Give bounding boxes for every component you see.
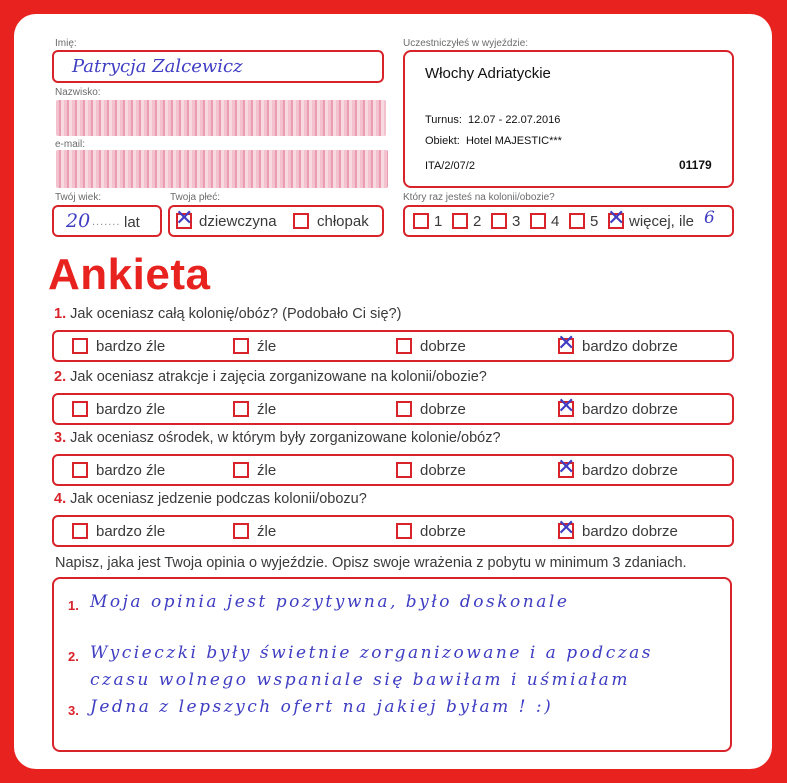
opinion-line-text: czasu wolnego wspaniale się bawiłam i uśmiałam [90,670,630,690]
x-mark-icon: ✕ [557,394,576,419]
question-number: 1. [54,306,67,322]
opinion-line-number: 3. [68,703,79,718]
times-checkbox-2[interactable] [452,213,468,229]
turnus-label: Turnus: [425,114,462,126]
rating-option-label: źle [257,338,277,355]
times-label: Który raz jesteś na kolonii/obozie? [403,192,555,203]
rating-option-label: dobrze [420,462,466,479]
x-mark-icon: ✕ [557,516,576,541]
rating-checkbox[interactable] [396,462,412,478]
rating-checkbox[interactable] [396,338,412,354]
rating-option-label: bardzo źle [96,523,166,540]
question-1 [54,306,401,322]
survey-title: Ankieta [48,250,211,299]
question-number: 3. [54,430,67,446]
question-text: Jak oceniasz jedzenie podczas kolonii/obozu? [70,491,367,507]
times-option-3: 3 [512,213,521,230]
rating-option-label: bardzo źle [96,462,166,479]
rating-option-label: źle [257,401,277,418]
times-checkbox-5[interactable] [569,213,585,229]
email-label: e-mail: [55,139,86,150]
rating-option-label: dobrze [420,523,466,540]
rating-checkbox[interactable] [72,462,88,478]
trip-title: Włochy Adriatyckie [425,65,551,82]
age-field[interactable] [52,205,162,237]
rating-option-label: bardzo dobrze [582,338,678,355]
opinion-line-number: 1. [68,598,79,613]
rating-option-label: bardzo dobrze [582,462,678,479]
redacted-surname [56,100,386,136]
times-option-5: 5 [590,213,599,230]
times-option-1: 1 [434,213,443,230]
x-mark-icon: ✕ [607,206,626,231]
rating-option-label: bardzo źle [96,401,166,418]
turnus-value: 12.07 - 22.07.2016 [468,114,561,126]
rating-checkbox[interactable] [396,401,412,417]
times-checkbox-3[interactable] [491,213,507,229]
question-3 [54,430,501,446]
name-label: Imię: [55,38,77,49]
opinion-line-text: Jedna z lepszych ofert na jakiej byłam ! :) [90,697,554,717]
times-option-2: 2 [473,213,482,230]
turnus-row [425,114,560,126]
rating-checkbox[interactable] [557,331,576,356]
times-checkbox-4[interactable] [530,213,546,229]
age-label: Twój wiek: [55,192,102,203]
times-checkbox-more[interactable] [607,206,626,231]
times-checkbox-1[interactable] [413,213,429,229]
question-number: 4. [54,491,67,507]
object-row [425,135,562,147]
rating-checkbox[interactable] [72,401,88,417]
rating-checkbox[interactable] [233,523,249,539]
age-dots: ....... [92,216,121,228]
trip-box [403,50,734,188]
question-text: Jak oceniasz ośrodek, w którym były zorganizowane kolonie/obóz? [70,430,501,446]
trip-code: ITA/2/07/2 [425,160,475,172]
rating-checkbox[interactable] [557,516,576,541]
rating-checkbox[interactable] [557,394,576,419]
sex-checkbox-female[interactable] [175,206,194,231]
rating-option-label: bardzo dobrze [582,523,678,540]
surname-label: Nazwisko: [55,87,101,98]
opinion-line-text: Moja opinia jest pozytywna, było doskonale [90,592,570,612]
opinion-prompt: Napisz, jaka jest Twoja opinia o wyjeździe. Opisz swoje wrażenia z pobytu w minimum 3 zdaniach. [55,555,687,571]
rating-option-label: bardzo dobrze [582,401,678,418]
x-mark-icon: ✕ [557,331,576,356]
rating-option-label: źle [257,523,277,540]
times-option-more: więcej, ile [629,213,695,230]
rating-option-label: bardzo źle [96,338,166,355]
x-mark-icon: ✕ [175,206,194,231]
redacted-email [56,150,388,188]
age-unit: lat [124,214,140,231]
question-2 [54,369,487,385]
rating-option-label: dobrze [420,338,466,355]
name-field[interactable] [52,50,384,83]
sex-option-female: dziewczyna [199,213,277,230]
rating-checkbox[interactable] [72,523,88,539]
times-value: 6 [704,208,715,228]
object-value: Hotel MAJESTIC*** [465,135,562,147]
question-number: 2. [54,369,67,385]
sex-option-male: chłopak [317,213,369,230]
age-value: 20 [66,210,91,232]
rating-checkbox[interactable] [396,523,412,539]
x-mark-icon: ✕ [557,455,576,480]
object-label: Obiekt: [425,135,460,147]
times-option-4: 4 [551,213,560,230]
question-text: Jak oceniasz atrakcje i zajęcia zorganizowane na kolonii/obozie? [70,369,487,385]
rating-option-label: źle [257,462,277,479]
question-4 [54,491,367,507]
opinion-line-number: 2. [68,649,79,664]
opinion-line-text: Wycieczki były świetnie zorganizowane i a podczas [90,643,654,663]
trip-number: 01179 [679,158,712,172]
rating-checkbox[interactable] [233,401,249,417]
sex-label: Twoja płeć: [170,192,221,203]
rating-checkbox[interactable] [233,338,249,354]
participant-label: Uczestniczyłeś w wyjeździe: [403,38,529,49]
rating-checkbox[interactable] [72,338,88,354]
question-text: Jak oceniasz całą kolonię/obóz? (Podobało Ci się?) [70,306,402,322]
rating-checkbox[interactable] [233,462,249,478]
rating-option-label: dobrze [420,401,466,418]
sex-checkbox-male[interactable] [293,213,309,229]
name-value: Patrycja Zalcewicz [72,56,243,77]
rating-checkbox[interactable] [557,455,576,480]
